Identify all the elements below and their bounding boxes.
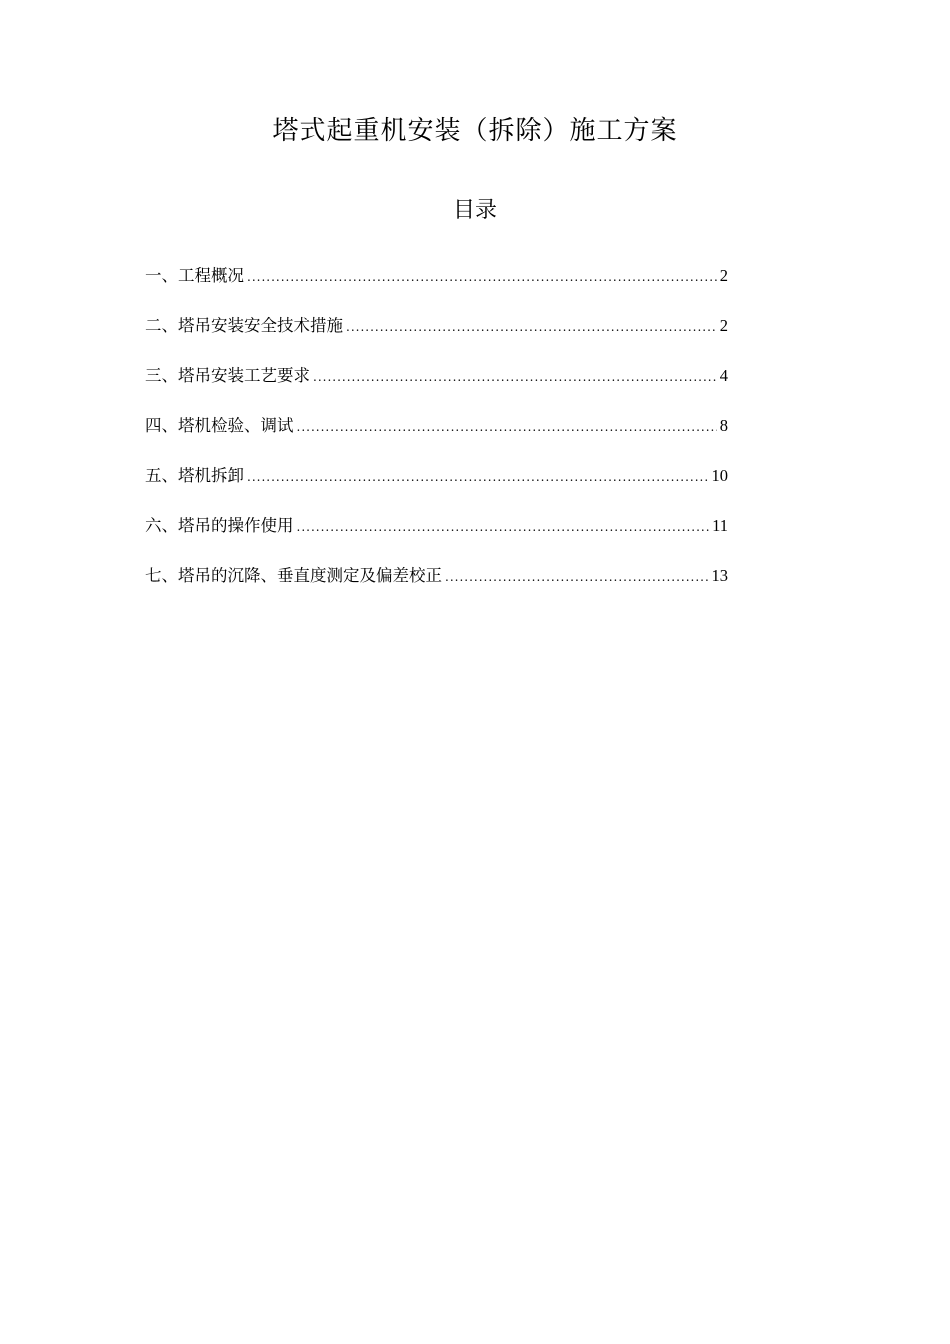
toc-entry-page: 2 bbox=[719, 316, 728, 335]
toc-dot-leader bbox=[297, 420, 717, 434]
toc-entry-label: 七、塔吊的沉降、垂直度测定及偏差校正 bbox=[145, 566, 442, 585]
toc-entry-label: 一、工程概况 bbox=[145, 266, 244, 285]
toc-entry-label: 四、塔机检验、调试 bbox=[145, 416, 294, 435]
toc-entry-label: 三、塔吊安装工艺要求 bbox=[145, 366, 310, 385]
toc-entry[interactable] bbox=[145, 562, 728, 612]
toc-heading: 目录 bbox=[452, 198, 497, 223]
toc-dot-leader bbox=[247, 270, 717, 284]
toc-entry-label: 五、塔机拆卸 bbox=[145, 466, 244, 485]
toc-dot-leader bbox=[247, 470, 709, 484]
toc-entry[interactable] bbox=[145, 312, 728, 362]
toc-entry-page: 10 bbox=[711, 466, 728, 485]
document-title: 塔式起重机安装（拆除）施工方案 bbox=[272, 116, 678, 146]
toc-entry-label: 六、塔吊的操作使用 bbox=[145, 516, 294, 535]
toc-entry-page: 11 bbox=[712, 516, 728, 535]
toc-dot-leader bbox=[346, 320, 717, 334]
table-of-contents bbox=[145, 262, 728, 612]
toc-entry[interactable] bbox=[145, 512, 728, 562]
toc-entry[interactable] bbox=[145, 462, 728, 512]
toc-dot-leader bbox=[313, 370, 717, 384]
toc-entry-page: 8 bbox=[719, 416, 728, 435]
toc-dot-leader bbox=[297, 520, 710, 534]
toc-entry[interactable] bbox=[145, 262, 728, 312]
toc-entry-page: 13 bbox=[711, 566, 728, 585]
toc-entry-page: 2 bbox=[719, 266, 728, 285]
toc-entry[interactable] bbox=[145, 362, 728, 412]
toc-dot-leader bbox=[445, 570, 709, 584]
toc-entry-label: 二、塔吊安装安全技术措施 bbox=[145, 316, 343, 335]
toc-entry[interactable] bbox=[145, 412, 728, 462]
toc-entry-page: 4 bbox=[719, 366, 728, 385]
